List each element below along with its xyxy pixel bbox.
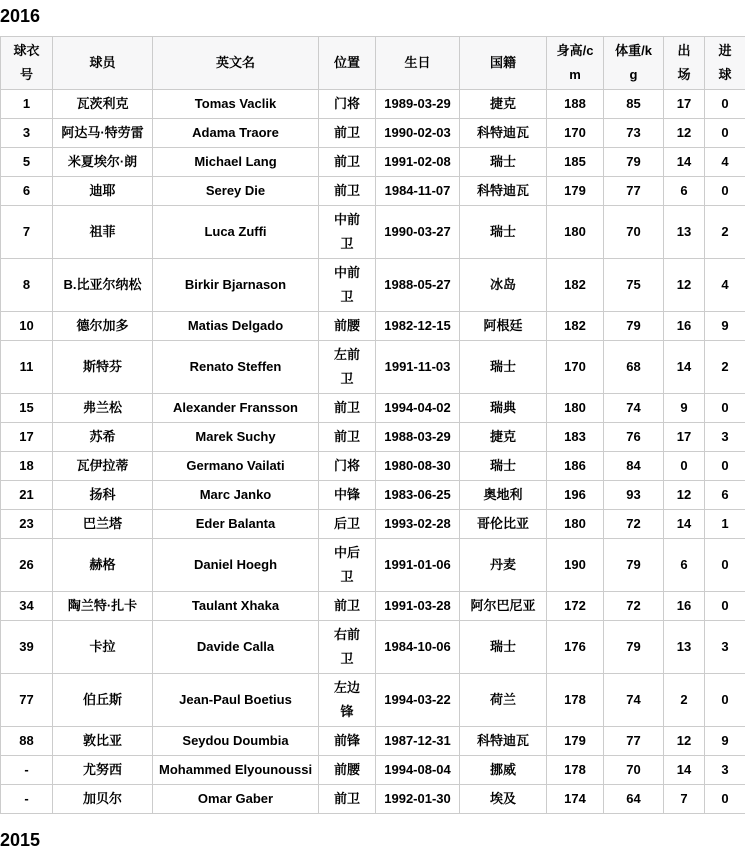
table-cell: 捷克	[460, 90, 547, 119]
table-cell: 182	[547, 312, 604, 341]
table-cell: 捷克	[460, 423, 547, 452]
table-cell: 瑞士	[460, 148, 547, 177]
table-cell: 丹麦	[460, 539, 547, 592]
table-cell: 前腰	[319, 312, 376, 341]
table-cell: -	[1, 785, 53, 814]
table-cell: 179	[547, 727, 604, 756]
table-cell: 加贝尔	[53, 785, 153, 814]
table-cell: 7	[664, 785, 705, 814]
table-cell: Adama Traore	[153, 119, 319, 148]
table-cell: 科特迪瓦	[460, 119, 547, 148]
table-cell: 17	[664, 90, 705, 119]
table-cell: 77	[604, 727, 664, 756]
table-cell: 1994-08-04	[376, 756, 460, 785]
table-row	[1, 394, 745, 423]
table-cell: 74	[604, 394, 664, 423]
table-cell: Mohammed Elyounoussi	[153, 756, 319, 785]
table-row	[1, 423, 745, 452]
table-cell: 13	[664, 206, 705, 259]
table-cell: 72	[604, 592, 664, 621]
table-cell: Luca Zuffi	[153, 206, 319, 259]
table-cell: 4	[705, 259, 745, 312]
table-cell: 阿尔巴尼亚	[460, 592, 547, 621]
table-cell: 3	[705, 756, 745, 785]
table-cell: 2	[705, 206, 745, 259]
table-cell: 左前卫	[319, 341, 376, 394]
table-cell: 前卫	[319, 119, 376, 148]
table-cell: 15	[1, 394, 53, 423]
table-cell: 前腰	[319, 756, 376, 785]
table-cell: 1984-11-07	[376, 177, 460, 206]
table-row	[1, 727, 745, 756]
table-cell: 巴兰塔	[53, 510, 153, 539]
table-row	[1, 148, 745, 177]
table-cell: 敦比亚	[53, 727, 153, 756]
table-cell: 后卫	[319, 510, 376, 539]
table-cell: 科特迪瓦	[460, 177, 547, 206]
table-cell: 中前卫	[319, 206, 376, 259]
table-cell: 中锋	[319, 481, 376, 510]
table-cell: 13	[664, 621, 705, 674]
table-cell: 12	[664, 259, 705, 312]
table-cell: 门将	[319, 90, 376, 119]
table-cell: 瑞士	[460, 206, 547, 259]
table-cell: Tomas Vaclik	[153, 90, 319, 119]
table-row	[1, 756, 745, 785]
table-cell: 1987-12-31	[376, 727, 460, 756]
table-cell: 瑞士	[460, 621, 547, 674]
table-cell: 1991-01-06	[376, 539, 460, 592]
column-header: 进球	[705, 37, 745, 90]
table-cell: 1992-01-30	[376, 785, 460, 814]
table-cell: 前卫	[319, 423, 376, 452]
table-cell: 前卫	[319, 785, 376, 814]
table-cell: Omar Gaber	[153, 785, 319, 814]
table-cell: 赫格	[53, 539, 153, 592]
table-row	[1, 90, 745, 119]
table-cell: 14	[664, 510, 705, 539]
table-cell: 0	[664, 452, 705, 481]
column-header: 身高/cm	[547, 37, 604, 90]
table-cell: 瑞士	[460, 452, 547, 481]
table-cell: 93	[604, 481, 664, 510]
table-row	[1, 592, 745, 621]
table-cell: 12	[664, 119, 705, 148]
table-cell: 68	[604, 341, 664, 394]
table-cell: 64	[604, 785, 664, 814]
table-cell: 门将	[319, 452, 376, 481]
table-cell: 77	[604, 177, 664, 206]
table-cell: 0	[705, 785, 745, 814]
season-title-2016: 2016	[0, 6, 745, 27]
column-header: 体重/kg	[604, 37, 664, 90]
table-cell: 前卫	[319, 177, 376, 206]
player-roster-table	[0, 36, 745, 814]
table-cell: 1984-10-06	[376, 621, 460, 674]
table-cell: 瑞典	[460, 394, 547, 423]
table-cell: 6	[1, 177, 53, 206]
table-cell: 176	[547, 621, 604, 674]
table-cell: 17	[1, 423, 53, 452]
table-cell: 12	[664, 727, 705, 756]
table-cell: 21	[1, 481, 53, 510]
table-cell: 阿根廷	[460, 312, 547, 341]
table-cell: 哥伦比亚	[460, 510, 547, 539]
table-cell: 179	[547, 177, 604, 206]
table-cell: 斯特芬	[53, 341, 153, 394]
table-cell: 79	[604, 148, 664, 177]
table-cell: 72	[604, 510, 664, 539]
table-cell: 4	[705, 148, 745, 177]
table-cell: 1	[705, 510, 745, 539]
table-cell: 德尔加多	[53, 312, 153, 341]
table-cell: Eder Balanta	[153, 510, 319, 539]
table-cell: 9	[664, 394, 705, 423]
table-cell: Serey Die	[153, 177, 319, 206]
table-header-row	[1, 37, 745, 90]
table-cell: 1989-03-29	[376, 90, 460, 119]
table-cell: 170	[547, 119, 604, 148]
table-cell: 1993-02-28	[376, 510, 460, 539]
table-cell: 14	[664, 756, 705, 785]
table-cell: Renato Steffen	[153, 341, 319, 394]
table-cell: 2	[664, 674, 705, 727]
table-cell: 0	[705, 452, 745, 481]
table-cell: 172	[547, 592, 604, 621]
table-cell: Marc Janko	[153, 481, 319, 510]
table-row	[1, 119, 745, 148]
table-cell: 1991-02-08	[376, 148, 460, 177]
table-cell: 前锋	[319, 727, 376, 756]
table-cell: Marek Suchy	[153, 423, 319, 452]
table-cell: 0	[705, 177, 745, 206]
table-cell: Taulant Xhaka	[153, 592, 319, 621]
table-cell: 2	[705, 341, 745, 394]
table-cell: 16	[664, 592, 705, 621]
column-header: 位置	[319, 37, 376, 90]
table-cell: 1991-11-03	[376, 341, 460, 394]
table-cell: 76	[604, 423, 664, 452]
table-body	[1, 90, 745, 814]
table-cell: 前卫	[319, 592, 376, 621]
table-cell: 0	[705, 674, 745, 727]
table-cell: 79	[604, 312, 664, 341]
table-cell: 188	[547, 90, 604, 119]
table-cell: -	[1, 756, 53, 785]
table-row	[1, 539, 745, 592]
table-cell: 扬科	[53, 481, 153, 510]
table-cell: Alexander Fransson	[153, 394, 319, 423]
table-cell: 埃及	[460, 785, 547, 814]
table-cell: 178	[547, 674, 604, 727]
table-cell: 182	[547, 259, 604, 312]
table-cell: Daniel Hoegh	[153, 539, 319, 592]
table-cell: 190	[547, 539, 604, 592]
table-cell: 0	[705, 119, 745, 148]
table-cell: 奥地利	[460, 481, 547, 510]
table-cell: 74	[604, 674, 664, 727]
table-cell: 6	[705, 481, 745, 510]
table-cell: 185	[547, 148, 604, 177]
table-cell: 1988-03-29	[376, 423, 460, 452]
table-cell: 70	[604, 206, 664, 259]
table-cell: 1982-12-15	[376, 312, 460, 341]
table-cell: 11	[1, 341, 53, 394]
table-cell: 伯丘斯	[53, 674, 153, 727]
table-cell: 88	[1, 727, 53, 756]
table-cell: 尤努西	[53, 756, 153, 785]
table-cell: 180	[547, 206, 604, 259]
table-cell: 中前卫	[319, 259, 376, 312]
table-cell: 39	[1, 621, 53, 674]
table-cell: 左边锋	[319, 674, 376, 727]
table-cell: Seydou Doumbia	[153, 727, 319, 756]
column-header: 国籍	[460, 37, 547, 90]
table-row	[1, 312, 745, 341]
table-cell: 0	[705, 539, 745, 592]
table-cell: 冰岛	[460, 259, 547, 312]
table-cell: 174	[547, 785, 604, 814]
table-cell: 瓦茨利克	[53, 90, 153, 119]
table-cell: 卡拉	[53, 621, 153, 674]
table-cell: 34	[1, 592, 53, 621]
table-cell: 84	[604, 452, 664, 481]
table-row	[1, 177, 745, 206]
table-cell: 10	[1, 312, 53, 341]
table-cell: 弗兰松	[53, 394, 153, 423]
table-row	[1, 785, 745, 814]
table-cell: 6	[664, 539, 705, 592]
table-cell: 8	[1, 259, 53, 312]
table-cell: 9	[705, 727, 745, 756]
table-cell: Birkir Bjarnason	[153, 259, 319, 312]
table-cell: 7	[1, 206, 53, 259]
table-cell: 0	[705, 90, 745, 119]
table-cell: 瓦伊拉蒂	[53, 452, 153, 481]
table-cell: 17	[664, 423, 705, 452]
table-cell: 米夏埃尔·朗	[53, 148, 153, 177]
column-header: 出场	[664, 37, 705, 90]
table-row	[1, 259, 745, 312]
table-row	[1, 481, 745, 510]
table-row	[1, 206, 745, 259]
table-cell: Matias Delgado	[153, 312, 319, 341]
table-row	[1, 621, 745, 674]
season-title-2015: 2015	[0, 830, 745, 851]
table-cell: Davide Calla	[153, 621, 319, 674]
table-cell: 73	[604, 119, 664, 148]
table-cell: 苏希	[53, 423, 153, 452]
table-cell: 6	[664, 177, 705, 206]
table-cell: 右前卫	[319, 621, 376, 674]
table-cell: 1983-06-25	[376, 481, 460, 510]
table-cell: 12	[664, 481, 705, 510]
table-cell: 79	[604, 539, 664, 592]
table-cell: 178	[547, 756, 604, 785]
table-cell: 迪耶	[53, 177, 153, 206]
table-cell: 75	[604, 259, 664, 312]
table-cell: Jean-Paul Boetius	[153, 674, 319, 727]
table-cell: 180	[547, 394, 604, 423]
table-cell: 挪威	[460, 756, 547, 785]
table-cell: 196	[547, 481, 604, 510]
table-cell: 0	[705, 592, 745, 621]
table-cell: 180	[547, 510, 604, 539]
column-header: 英文名	[153, 37, 319, 90]
table-cell: 荷兰	[460, 674, 547, 727]
table-cell: 陶兰特·扎卡	[53, 592, 153, 621]
table-cell: 23	[1, 510, 53, 539]
table-cell: 3	[1, 119, 53, 148]
table-cell: 3	[705, 621, 745, 674]
table-cell: 阿达马·特劳雷	[53, 119, 153, 148]
table-cell: 14	[664, 341, 705, 394]
table-row	[1, 510, 745, 539]
table-cell: 1994-03-22	[376, 674, 460, 727]
table-row	[1, 341, 745, 394]
table-cell: 1	[1, 90, 53, 119]
table-cell: 79	[604, 621, 664, 674]
table-cell: Germano Vailati	[153, 452, 319, 481]
table-cell: 3	[705, 423, 745, 452]
table-cell: 瑞士	[460, 341, 547, 394]
table-cell: 中后卫	[319, 539, 376, 592]
table-cell: 70	[604, 756, 664, 785]
table-cell: 77	[1, 674, 53, 727]
table-cell: 1994-04-02	[376, 394, 460, 423]
column-header: 生日	[376, 37, 460, 90]
table-cell: 16	[664, 312, 705, 341]
table-cell: 170	[547, 341, 604, 394]
table-cell: 26	[1, 539, 53, 592]
table-cell: 1988-05-27	[376, 259, 460, 312]
table-cell: 5	[1, 148, 53, 177]
table-cell: 9	[705, 312, 745, 341]
table-cell: 183	[547, 423, 604, 452]
table-cell: 186	[547, 452, 604, 481]
table-cell: 1980-08-30	[376, 452, 460, 481]
table-cell: 0	[705, 394, 745, 423]
table-cell: 前卫	[319, 148, 376, 177]
table-cell: 祖菲	[53, 206, 153, 259]
table-cell: 85	[604, 90, 664, 119]
column-header: 球衣号	[1, 37, 53, 90]
table-cell: 前卫	[319, 394, 376, 423]
table-cell: Michael Lang	[153, 148, 319, 177]
table-cell: 科特迪瓦	[460, 727, 547, 756]
table-cell: 1990-02-03	[376, 119, 460, 148]
table-row	[1, 452, 745, 481]
table-cell: 14	[664, 148, 705, 177]
table-cell: B.比亚尔纳松	[53, 259, 153, 312]
table-cell: 1991-03-28	[376, 592, 460, 621]
table-cell: 18	[1, 452, 53, 481]
table-cell: 1990-03-27	[376, 206, 460, 259]
column-header: 球员	[53, 37, 153, 90]
table-row	[1, 674, 745, 727]
